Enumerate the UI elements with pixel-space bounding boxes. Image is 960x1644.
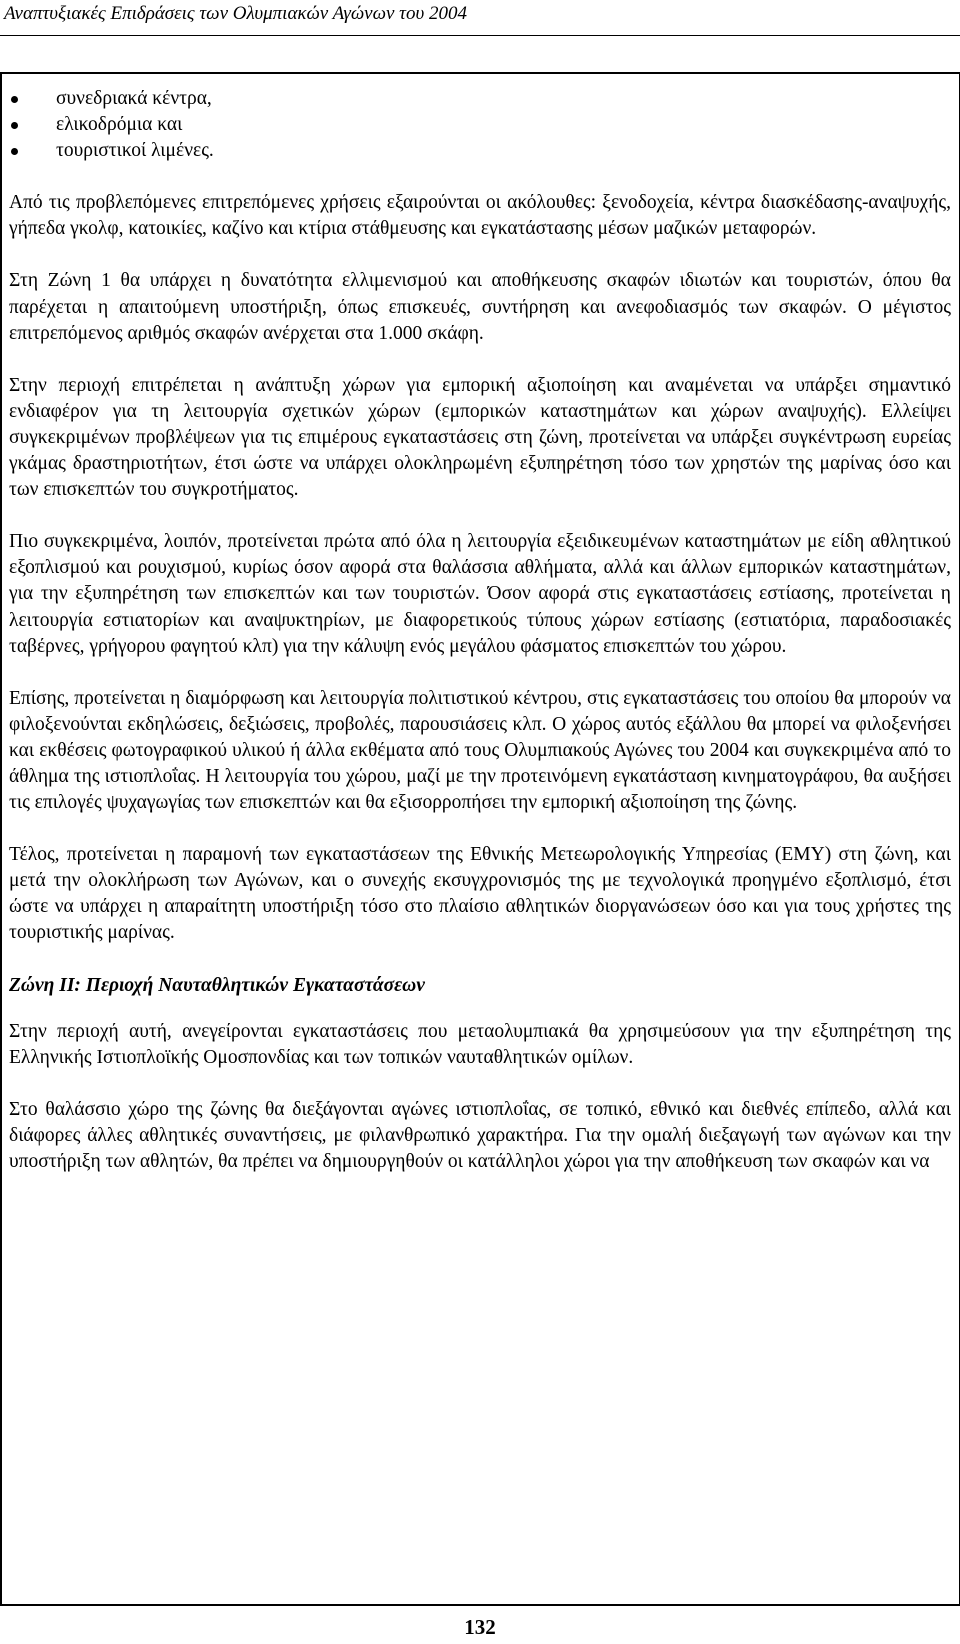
paragraph-zone2-races: Στο θαλάσσιο χώρο της ζώνης θα διεξάγονται αγώνες ιστιοπλοΐας, σε τοπικό, εθνικό και διεθνές επίπεδο, αλλά και διάφορες άλλες αθλητικές συναντήσεις, με φιλανθρωπικό χαρακτήρα. Για την ομαλή διεξαγωγή των αγώνων και την υποστήριξη των αθλητών, θα πρέπει να δημιουργηθούν οι κατάλληλοι χώροι για την αποθήκευση των σκαφών και να [9, 1098, 951, 1172]
paragraph-commercial-use: Στην περιοχή επιτρέπεται η ανάπτυξη χώρων για εμπορική αξιοποίηση και αναμένεται να υπάρξει σημαντικό ενδιαφέρον για τη λειτουργία σχετικών χώρων (εμπορικών καταστημάτων και χώρων αναψυχής). Ελλείψει συγκεκριμένων προβλέψεων για τις επιμέρους εγκαταστάσεις στη ζώνη, προτείνεται να υπάρξει συγκέντρωση ευρείας γκάμας δραστηριοτήτων, έτσι ώστε να υπάρχει ολοκληρωμένη εξυπηρέτηση τόσο των χρηστών της μαρίνας όσο και των επισκεπτών του συγκροτήματος. [9, 374, 951, 501]
paragraph-emy: Τέλος, προτείνεται η παραμονή των εγκαταστάσεων της Εθνικής Μετεωρολογικής Υπηρεσίας (ΕΜΥ) στη ζώνη, και μετά την ολοκλήρωση των Αγώνων, και ο συνεχής εκσυγχρονισμός της με τεχνολογικά προηγμένο εξοπλισμό, έτσι ώστε να υπάρχει η απαραίτητη υποστήριξη τόσο στο πλαίσιο αθλητικών διοργανώσεων όσο και για τους χρήστες της τουριστικής μαρίνας. [9, 844, 951, 944]
bullet-dot-icon [11, 96, 18, 103]
running-header: Αναπτυξιακές Επιδράσεις των Ολυμπιακών Αγώνων του 2004 [4, 3, 467, 24]
bullet-list [9, 86, 951, 164]
bullet-item [9, 86, 951, 112]
content-frame [0, 72, 960, 1606]
bullet-text: συνεδριακά κέντρα, [56, 88, 212, 109]
bullet-item [9, 138, 951, 164]
header-rule [0, 35, 960, 36]
paragraph-shops-dining: Πιο συγκεκριμένα, λοιπόν, προτείνεται πρώτα από όλα η λειτουργία εξειδικευμένων καταστημάτων με είδη αθλητικού εξοπλισμού και ρουχισμού, κυρίως όσον αφορά στα θαλάσσια αθλήματα, αλλά και άλλων εμπορικών καταστημάτων, για την εξυπηρέτηση των επισκεπτών και των τουριστών. Όσον αφορά στις εγκαταστάσεις εστίασης, προτείνεται η λειτουργία εστιατορίων και αναψυκτηρίων, με διαφορετικούς τύπους χώρων εστίασης (εστιατόρια, παραδοσιακές ταβέρνες, γρήγορου φαγητού κλπ) για την κάλυψη ενός μεγάλου φάσματος επισκεπτών του χώρου. [9, 531, 951, 657]
paragraph-zone1-mooring: Στη Ζώνη 1 θα υπάρχει η δυνατότητα ελλιμενισμού και αποθήκευσης σκαφών ιδιωτών και τουριστών, όπου θα παρέχεται η απαιτούμενη υποστήριξη, όπως επισκευές, συντήρηση και ανεφοδιασμός των σκαφών. Ο μέγιστος επιτρεπόμενος αριθμός σκαφών ανέρχεται στα 1.000 σκάφη. [9, 270, 951, 344]
paragraph-cultural-center: Επίσης, προτείνεται η διαμόρφωση και λειτουργία πολιτιστικού κέντρου, στις εγκαταστάσεις του οποίου θα μπορούν να φιλοξενούνται εκδηλώσεις, δεξιώσεις, προβολές, παρουσιάσεις κλπ. Ο χώρος αυτός εξάλλου θα μπορεί να φιλοξενήσει και εκθέσεις φωτογραφικού υλικού ή άλλα εκθέματα από τους Ολυμπιακούς Αγώνες του 2004 και συγκεκριμένα από το άθλημα της ιστιοπλοΐας. Η λειτουργία του χώρου, μαζί με την προτεινόμενη εγκατάσταση κινηματογράφου, θα αυξήσει τις επιλογές ψυχαγωγίας των επισκεπτών και θα εξισορροπήσει την εμπορική αξιοποίηση της ζώνης. [9, 687, 951, 814]
frame-content [9, 86, 951, 1201]
section-heading: Ζώνη ΙΙ: Περιοχή Ναυταθλητικών Εγκαταστάσεων [9, 974, 425, 996]
paragraph-exclusions: Από τις προβλεπόμενες επιτρεπόμενες χρήσεις εξαιρούνται οι ακόλουθες: ξενοδοχεία, κέντρα διασκέδασης-αναψυχής, γήπεδα γκολφ, κατοικίες, καζίνο και κτίρια στάθμευσης και εγκατάστασης μέσων μαζικών μεταφορών. [9, 192, 951, 240]
bullet-item [9, 112, 951, 138]
paragraph-zone2-facilities: Στην περιοχή αυτή, ανεγείρονται εγκαταστάσεις που μεταολυμπιακά θα χρησιμεύσουν για την εξυπηρέτηση της Ελληνικής Ιστιοπλοϊκής Ομοσπονδίας και των τοπικών ναυταθλητικών ομίλων. [9, 1020, 951, 1068]
page-number: 132 [464, 1615, 496, 1639]
bullet-text: ελικοδρόμια και [56, 114, 183, 136]
bullet-dot-icon [11, 122, 18, 129]
bullet-text: τουριστικοί λιμένες. [56, 140, 214, 162]
bullet-dot-icon [11, 148, 18, 155]
